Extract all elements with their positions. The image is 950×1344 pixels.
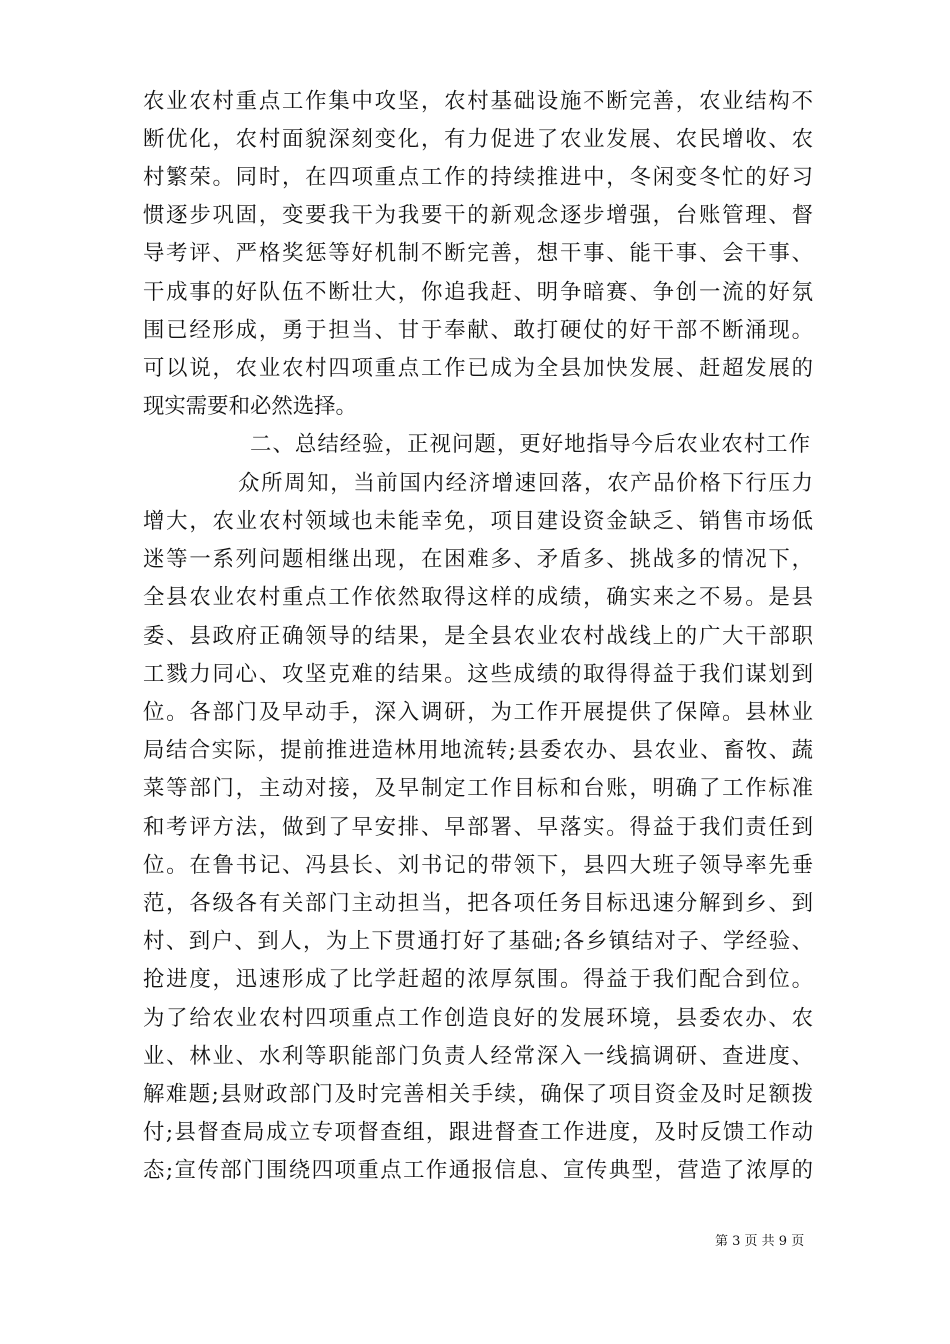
paragraph-line: 围已经形成，勇于担当、甘于奉献、敢打硬仗的好干部不断涌现。: [143, 318, 813, 343]
paragraph-line: 为了给农业农村四项重点工作创造良好的发展环境，县委农办、农: [143, 1006, 813, 1031]
paragraph-line: 菜等部门，主动对接，及早制定工作目标和台账，明确了工作标准: [143, 776, 813, 801]
page-number-footer: 第 3 页 共 9 页: [715, 1234, 805, 1249]
paragraph-line: 范，各级各有关部门主动担当，把各项任务目标迅速分解到乡、到: [143, 891, 813, 916]
paragraph-first-line: 众所周知，当前国内经济增速回落，农产品价格下行压力: [238, 471, 813, 496]
paragraph-line: 迷等一系列问题相继出现，在困难多、矛盾多、挑战多的情况下，: [143, 547, 813, 572]
paragraph-line: 农业农村重点工作集中攻坚，农村基础设施不断完善，农业结构不: [143, 89, 813, 114]
paragraph-line: 惯逐步巩固，变要我干为我要干的新观念逐步增强，台账管理、督: [143, 203, 813, 228]
paragraph-line: 村繁荣。同时，在四项重点工作的持续推进中，冬闲变冬忙的好习: [143, 165, 813, 190]
paragraph-line: 抢进度，迅速形成了比学赶超的浓厚氛围。得益于我们配合到位。: [143, 967, 813, 992]
paragraph-line: 位。在鲁书记、冯县长、刘书记的带领下，县四大班子领导率先垂: [143, 853, 813, 878]
paragraph-line: 位。各部门及早动手，深入调研，为工作开展提供了保障。县林业: [143, 700, 813, 725]
paragraph-line: 业、林业、水利等职能部门负责人经常深入一线搞调研、查进度、: [143, 1044, 813, 1069]
paragraph-line: 增大，农业农村领域也未能幸免，项目建设资金缺乏、销售市场低: [143, 509, 813, 534]
paragraph-line: 解难题;县财政部门及时完善相关手续，确保了项目资金及时足额拨: [143, 1082, 813, 1107]
paragraph-line: 全县农业农村重点工作依然取得这样的成绩，确实来之不易。是县: [143, 585, 813, 610]
paragraph-line: 付;县督查局成立专项督查组，跟进督查工作进度，及时反馈工作动: [143, 1120, 813, 1145]
paragraph-line: 断优化，农村面貌深刻变化，有力促进了农业发展、农民增收、农: [143, 127, 813, 152]
paragraph-line: 和考评方法，做到了早安排、早部署、早落实。得益于我们责任到: [143, 815, 813, 840]
paragraph-line: 村、到户、到人，为上下贯通打好了基础;各乡镇结对子、学经验、: [143, 929, 813, 954]
paragraph-line: 局结合实际，提前推进造林用地流转;县委农办、县农业、畜牧、蔬: [143, 738, 813, 763]
paragraph-line: 可以说，农业农村四项重点工作已成为全县加快发展、赶超发展的: [143, 356, 813, 381]
paragraph-line: 现实需要和必然选择。: [143, 394, 357, 419]
paragraph-line: 导考评、严格奖惩等好机制不断完善，想干事、能干事、会干事、: [143, 241, 813, 266]
paragraph-line: 干成事的好队伍不断壮大，你追我赶、明争暗赛、争创一流的好氛: [143, 280, 813, 305]
section-heading: 二、总结经验，正视问题，更好地指导今后农业农村工作: [250, 432, 810, 457]
paragraph-line: 工戮力同心、攻坚克难的结果。这些成绩的取得得益于我们谋划到: [143, 662, 813, 687]
paragraph-line: 委、县政府正确领导的结果，是全县农业农村战线上的广大干部职: [143, 624, 813, 649]
paragraph-line: 态;宣传部门围绕四项重点工作通报信息、宣传典型，营造了浓厚的: [143, 1158, 813, 1183]
